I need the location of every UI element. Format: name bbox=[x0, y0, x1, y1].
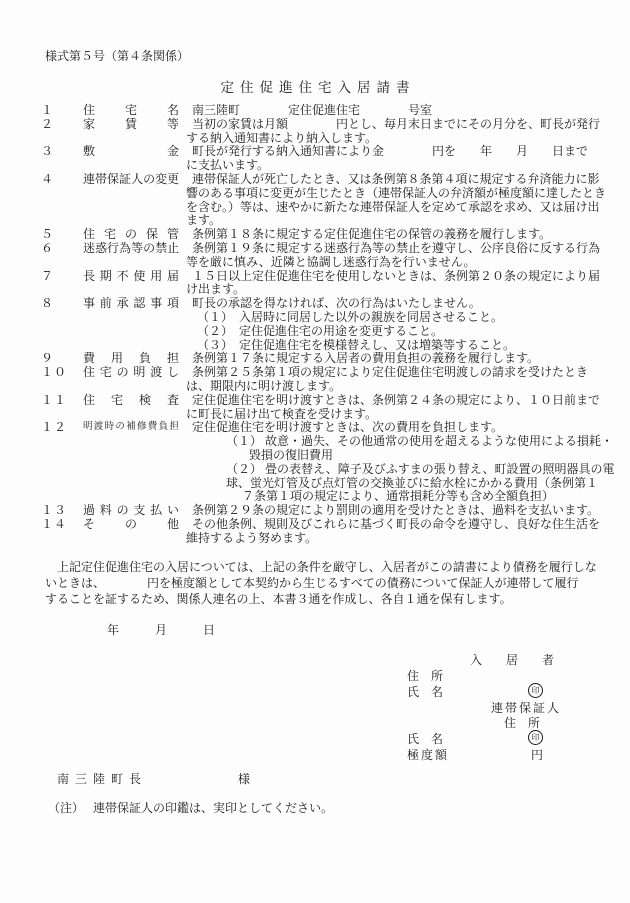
term-number: ６ bbox=[41, 240, 55, 255]
term-number: ７ bbox=[41, 268, 55, 283]
pledge-paragraph bbox=[45, 560, 620, 608]
term-label: そ の 他 bbox=[83, 516, 179, 531]
term-text: １５日以上定住促進住宅を使用しないときは、条例第２０条の規定により届 け出ます。 bbox=[186, 268, 601, 297]
terms-list bbox=[41, 104, 620, 546]
addressee-honorific: 様 bbox=[238, 772, 251, 786]
limit-amount-unit: 円 bbox=[531, 748, 544, 762]
guarantor-address-label: 住 所 bbox=[504, 716, 541, 730]
term-text: 条例第１８条に規定する定住促進住宅の保管の義務を履行します。 bbox=[192, 227, 552, 242]
term-text: 条例第２９条の規定により罰則の適用を受けたときは、過料を支払います。 bbox=[192, 503, 600, 518]
tenant-heading: 入居者 bbox=[470, 653, 579, 667]
term-number: ２ bbox=[41, 116, 55, 131]
note-text: 連帯保証人の印鑑は、実印としてください。 bbox=[93, 801, 334, 815]
term-text: 連帯保証人が死亡したとき、又は条例第８条第４項に規定する弁済能力に影 響のある事項に変更が生じたとき（連帯保証人の弁済額が極度額に達したとき を含む。）等は、速やかに新たな連帯保証人を定めて承認を求め、又は届け出 ます。 bbox=[186, 171, 607, 228]
term-item bbox=[41, 421, 620, 504]
term-number: １４ bbox=[41, 516, 68, 531]
term-item bbox=[41, 518, 620, 546]
note-marker: （注） bbox=[48, 801, 85, 815]
term-label: 住 宅 検 査 bbox=[83, 392, 179, 407]
term-text: 条例第１９条に規定する迷惑行為等の禁止を遵守し、公序良俗に反する行為 等を厳に慎み、近隣と協調し迷惑行為を行いません。 bbox=[186, 240, 601, 269]
term-text: 町長が発行する納入通知書により金 円を 年 月 日まで に支払います。 bbox=[186, 144, 589, 173]
term-text: 定住促進住宅を明け渡すときは、条例第２４条の規定により、１０日前まで に町長に届け出て検査を受けます。 bbox=[186, 392, 601, 421]
term-text: 当初の家賃は月額 円とし、毎月末日までにその月分を、町長が発行 する納入通知書により納入します。 bbox=[186, 116, 601, 145]
term-number: ３ bbox=[41, 144, 55, 159]
term-item bbox=[41, 297, 620, 352]
term-text: 定住促進住宅を明け渡すときは、次の費用を負担します。 （１） 故意・過失、その他通常の使用を超えるような使用による損耗・ 毀損の復旧費用 （２） 畳の表替え、障子及びふすまの張り替え、町設置の照明器具の電 球、蛍光灯管及び点灯管の交換並びに給水栓にかかる費用（条例第１ ７条第１項の規定により、通常損耗分等も含め全額負担） bbox=[192, 420, 615, 504]
term-item bbox=[41, 228, 620, 242]
term-item bbox=[41, 504, 620, 518]
term-item bbox=[41, 173, 620, 228]
guarantor-name-label: 氏 名 bbox=[407, 732, 444, 746]
term-item bbox=[41, 366, 620, 394]
term-label: 住 宅 名 bbox=[83, 103, 179, 117]
limit-amount-label: 極度額 bbox=[407, 748, 450, 762]
term-text: 南三陸町 定住促進住宅 号室 bbox=[192, 103, 433, 117]
tenant-seal-icon: 印 bbox=[528, 683, 543, 698]
term-label: 明 渡 時 の 補 修 費 負 担 bbox=[83, 422, 179, 433]
term-label: 連 帯 保 証 人 の 変 更 bbox=[83, 171, 180, 186]
term-label: 住 宅 の 明 渡 し bbox=[83, 365, 179, 380]
term-number: １ bbox=[41, 103, 55, 117]
term-text: その他条例、規則及びこれらに基づく町長の命令を遵守し、良好な住生活を 維持するよう努めます。 bbox=[186, 516, 601, 545]
tenant-address-label: 住 所 bbox=[407, 669, 444, 683]
pledge-line: 上記定住促進住宅の入居については、上記の条件を厳守し、入居者がこの請書により債務を履行しな bbox=[45, 560, 597, 574]
date-line: 年 月 日 bbox=[107, 623, 216, 637]
term-item bbox=[41, 394, 620, 422]
page-title: 定住促進住宅入居請書 bbox=[220, 80, 416, 95]
pledge-line: いときは、 円を極度額として本契約から生じるすべての債務について保証人が連帯して履行 bbox=[45, 575, 579, 590]
term-label: 費 用 負 担 bbox=[83, 351, 179, 366]
term-number: ８ bbox=[41, 296, 55, 311]
term-number: ５ bbox=[41, 227, 55, 242]
addressee-name: 南三陸町長 bbox=[57, 772, 148, 786]
term-number: ９ bbox=[41, 351, 55, 366]
form-id: 様式第５号（第４条関係） bbox=[45, 49, 190, 63]
term-number: １１ bbox=[41, 392, 68, 407]
term-item bbox=[41, 118, 620, 146]
term-number: １２ bbox=[41, 420, 68, 435]
term-text: 条例第１７条に規定する入居者の費用負担の義務を履行します。 bbox=[192, 351, 540, 366]
term-item bbox=[41, 242, 620, 270]
guarantor-seal-icon: 印 bbox=[528, 730, 543, 745]
term-label: 事 前 承 認 事 項 bbox=[83, 296, 179, 311]
term-label: 過 料 の 支 払 い bbox=[83, 503, 179, 518]
term-number: １３ bbox=[41, 503, 68, 518]
term-item bbox=[41, 145, 620, 173]
guarantor-heading: 連帯保証人 bbox=[491, 701, 562, 715]
term-label: 長 期 不 使 用 届 bbox=[83, 268, 179, 283]
term-text: 町長の承認を得なければ、次の行為はいたしません。 （１） 入居時に同居した以外の親族を同居させること。 （２） 定住促進住宅の用途を変更すること。 （３） 定住促進住宅を模様替えし、又は増築等すること。 bbox=[192, 296, 516, 352]
term-item bbox=[41, 104, 620, 118]
term-item bbox=[41, 270, 620, 298]
term-text: 条例第２５条第１項の規定により定住促進住宅明渡しの請求を受けたとき は、期限内に明け渡します。 bbox=[186, 365, 589, 393]
term-label: 迷 惑 行 為 等 の 禁 止 bbox=[83, 240, 180, 255]
term-number: １０ bbox=[41, 365, 68, 380]
term-label: 家 賃 等 bbox=[83, 116, 179, 131]
tenant-name-label: 氏 名 bbox=[407, 685, 444, 699]
term-label: 敷 金 bbox=[83, 144, 179, 159]
pledge-line: することを証するため、関係人連名の上、本書３通を作成し、各自１通を保有します。 bbox=[45, 591, 512, 606]
term-number: ４ bbox=[41, 171, 55, 186]
term-label: 住 宅 の 保 管 bbox=[83, 227, 179, 242]
